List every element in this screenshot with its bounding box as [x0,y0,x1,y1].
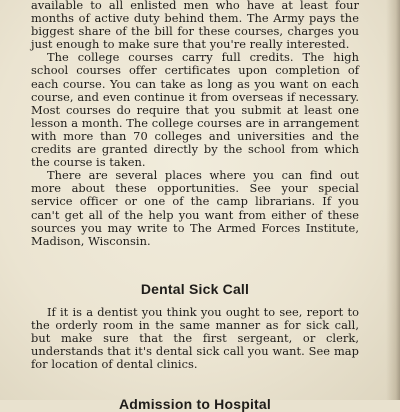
page-edge-shadow [386,0,400,400]
page-content [31,0,359,412]
paragraph-college-courses: The college courses carry full credits. The high school courses offer certificates upon completion of each course. You can take as long as you want on each course, and even continue it from overseas if necessary. Most courses do require that you submit at least one lesson a month. The college courses are in arrangement with more than 70 colleges and universities and the credits are granted directly by the school from which the course is taken. [31,50,359,170]
dental-sick-call-heading: Dental Sick Call [140,280,250,297]
admission-to-hospital-heading: Admission to Hospital [119,396,271,412]
paragraph-more-information: There are several places where you can find out more about these opportunities. See your special service officer or one of the camp librarians. If you can't get all of the help you want from either of these sources you may write to The Armed Forces Institute, Madison, Wisconsin. [31,168,359,248]
paragraph-dental-sick-call: If it is a dentist you think you ought to see, report to the orderly room in the same manner as for sick call, but make sure that the first sergeant, or clerk, understands that it's dental sick call you want. See map for location of dental clinics. [31,304,359,372]
paragraph-enlisted-courses: available to all enlisted men who have at least four months of active duty behind them. The Army pays the biggest share of the bill for these courses, charges you just enough to make sure that you're really interested. [31,0,359,52]
